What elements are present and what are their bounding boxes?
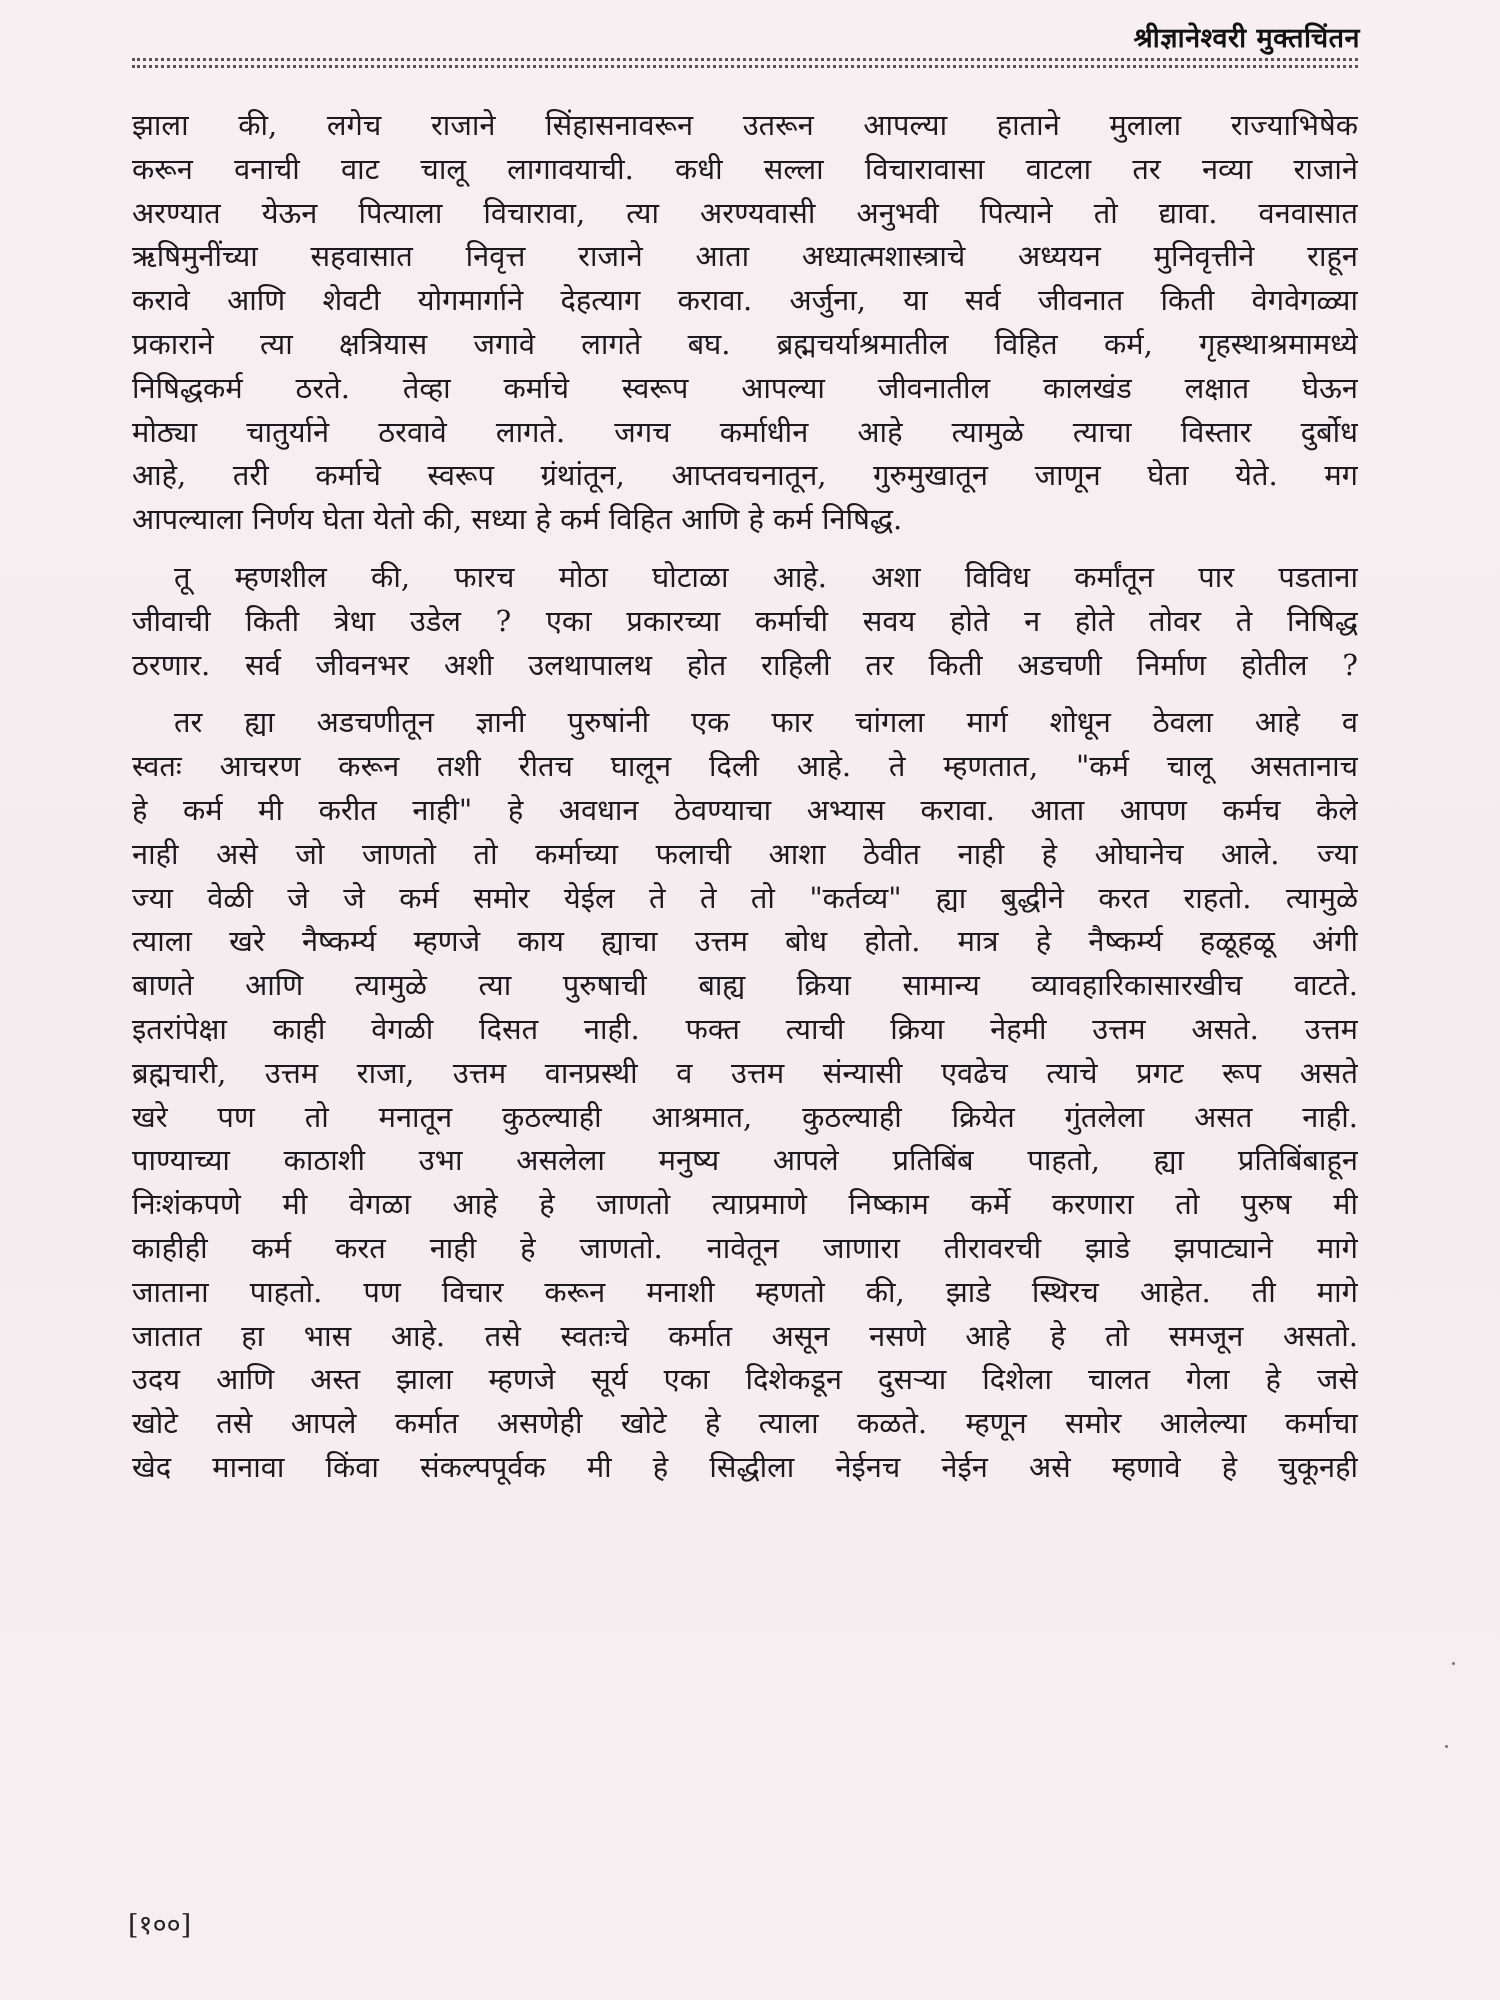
- paragraph-gap: [132, 687, 1358, 701]
- text-line: उदय आणि अस्त झाला म्हणजे सूर्य एका दिशेकडून दुसऱ्या दिशेला चालत गेला हे जसे: [132, 1362, 1358, 1397]
- text-line: करावे आणि शेवटी योगमार्गाने देहत्याग करावा. अर्जुना, या सर्व जीवनात किती वेगवेगळ्या: [132, 283, 1358, 318]
- text-line: झाला की, लगेच राजाने सिंहासनावरून उतरून आपल्या हाताने मुलाला राज्याभिषेक: [132, 108, 1358, 142]
- text-line: खरे पण तो मनातून कुठल्याही आश्रमात, कुठल्याही क्रियेत गुंतलेला असत नाही.: [132, 1099, 1358, 1134]
- text-line: बाणते आणि त्यामुळे त्या पुरुषाची बाह्य क्रिया सामान्य व्यावहारिकासारखीच वाटते.: [132, 968, 1358, 1003]
- text-line: जीवाची किती त्रेधा उडेल ? एका प्रकारच्या कर्माची सवय होते न होते तोवर ते निषिद्ध: [132, 603, 1358, 638]
- text-line: ज्या वेळी जे जे कर्म समोर येईल ते ते तो "कर्तव्य" ह्या बुद्धीने करत राहतो. त्यामुळे: [132, 880, 1358, 915]
- text-line: स्वतः आचरण करून तशी रीतच घालून दिली आहे. ते म्हणतात, "कर्म चालू असतानाच: [132, 749, 1358, 784]
- text-line: खोटे तसे आपले कर्मात असणेही खोटे हे त्याला कळते. म्हणून समोर आलेल्या कर्माचा: [132, 1406, 1358, 1441]
- text-line: मोठ्या चातुर्याने ठरवावे लागते. जगच कर्माधीन आहे त्यामुळे त्याचा विस्तार दुर्बोध: [132, 414, 1358, 449]
- text-line: ठरणार. सर्व जीवनभर अशी उलथापालथ होत राहिली तर किती अडचणी निर्माण होतील ?: [132, 647, 1358, 682]
- text-line: ब्रह्मचारी, उत्तम राजा, उत्तम वानप्रस्थी व उत्तम संन्यासी एवढेच त्याचे प्रगट रूप असते: [132, 1055, 1358, 1090]
- text-line: निःशंकपणे मी वेगळा आहे हे जाणतो त्याप्रमाणे निष्काम कर्मे करणारा तो पुरुष मी: [132, 1187, 1358, 1222]
- text-line: जाताना पाहतो. पण विचार करून मनाशी म्हणतो की, झाडे स्थिरच आहेत. ती मागे: [132, 1274, 1358, 1309]
- paragraph-1: [132, 104, 1358, 542]
- text-line: काहीही कर्म करत नाही हे जाणतो. नावेतून जाणारा तीरावरची झाडे झपाट्याने मागे: [132, 1230, 1358, 1265]
- text-line: अरण्यात येऊन पित्याला विचारावा, त्या अरण्यवासी अनुभवी पित्याने तो द्यावा. वनवासात: [132, 195, 1358, 230]
- text-line: जातात हा भास आहे. तसे स्वतःचे कर्मात असून नसणे आहे हे तो समजून असतो.: [132, 1318, 1358, 1353]
- text-line: खेद मानावा किंवा संकल्पपूर्वक मी हे सिद्धीला नेईनच नेईन असे म्हणावे हे चुकूनही: [132, 1449, 1358, 1484]
- text-line: हे कर्म मी करीत नाही" हे अवधान ठेवण्याचा अभ्यास करावा. आता आपण कर्मच केले: [132, 792, 1358, 827]
- text-line: त्याला खरे नैष्कर्म्य म्हणजे काय ह्याचा उत्तम बोध होतो. मात्र हे नैष्कर्म्य हळूहळू अंगी: [132, 924, 1358, 959]
- paper-speck: [1445, 1745, 1448, 1748]
- text-line: आपल्याला निर्णय घेता येतो की, सध्या हे कर्म विहित आणि हे कर्म निषिद्ध.: [132, 502, 903, 537]
- header-dotted-rule: [132, 58, 1358, 68]
- text-line: तर ह्या अडचणीतून ज्ञानी पुरुषांनी एक फार चांगला मार्ग शोधून ठेवला आहे व: [174, 705, 1358, 740]
- paragraph-3: [132, 701, 1358, 1489]
- text-line: इतरांपेक्षा काही वेगळी दिसत नाही. फक्त त्याची क्रिया नेहमी उत्तम असते. उत्तम: [132, 1011, 1358, 1046]
- text-line: करून वनाची वाट चालू लागावयाची. कधी सल्ला विचारावासा वाटला तर नव्या राजाने: [132, 151, 1358, 186]
- page-number: [१००]: [128, 1910, 192, 1941]
- text-line: तू म्हणशील की, फारच मोठा घोटाळा आहे. अशा विविध कर्मांतून पार पडताना: [174, 559, 1358, 594]
- text-line: प्रकाराने त्या क्षत्रियास जगावे लागते बघ. ब्रह्मचर्याश्रमातील विहित कर्म, गृहस्थाश्रमामध्ये: [132, 326, 1358, 361]
- running-head-title: श्रीज्ञानेश्वरी मुक्तचिंतन: [1133, 23, 1360, 54]
- body-text: [132, 104, 1358, 1490]
- text-line: पाण्याच्या काठाशी उभा असलेला मनुष्य आपले प्रतिबिंब पाहतो, ह्या प्रतिबिंबाहून: [132, 1143, 1358, 1178]
- text-line: निषिद्धकर्म ठरते. तेव्हा कर्माचे स्वरूप आपल्या जीवनातील कालखंड लक्षात घेऊन: [132, 370, 1358, 405]
- paper-speck: [1452, 1662, 1455, 1665]
- paragraph-gap: [132, 542, 1358, 556]
- paragraph-2: [132, 556, 1358, 687]
- text-line: आहे, तरी कर्माचे स्वरूप ग्रंथांतून, आप्तवचनातून, गुरुमुखातून जाणून घेता येते. मग: [132, 458, 1358, 493]
- text-line: ऋषिमुनींच्या सहवासात निवृत्त राजाने आता अध्यात्मशास्त्राचे अध्ययन मुनिवृत्तीने राहून: [132, 239, 1358, 274]
- text-line: नाही असे जो जाणतो तो कर्माच्या फलाची आशा ठेवीत नाही हे ओघानेच आले. ज्या: [132, 836, 1358, 871]
